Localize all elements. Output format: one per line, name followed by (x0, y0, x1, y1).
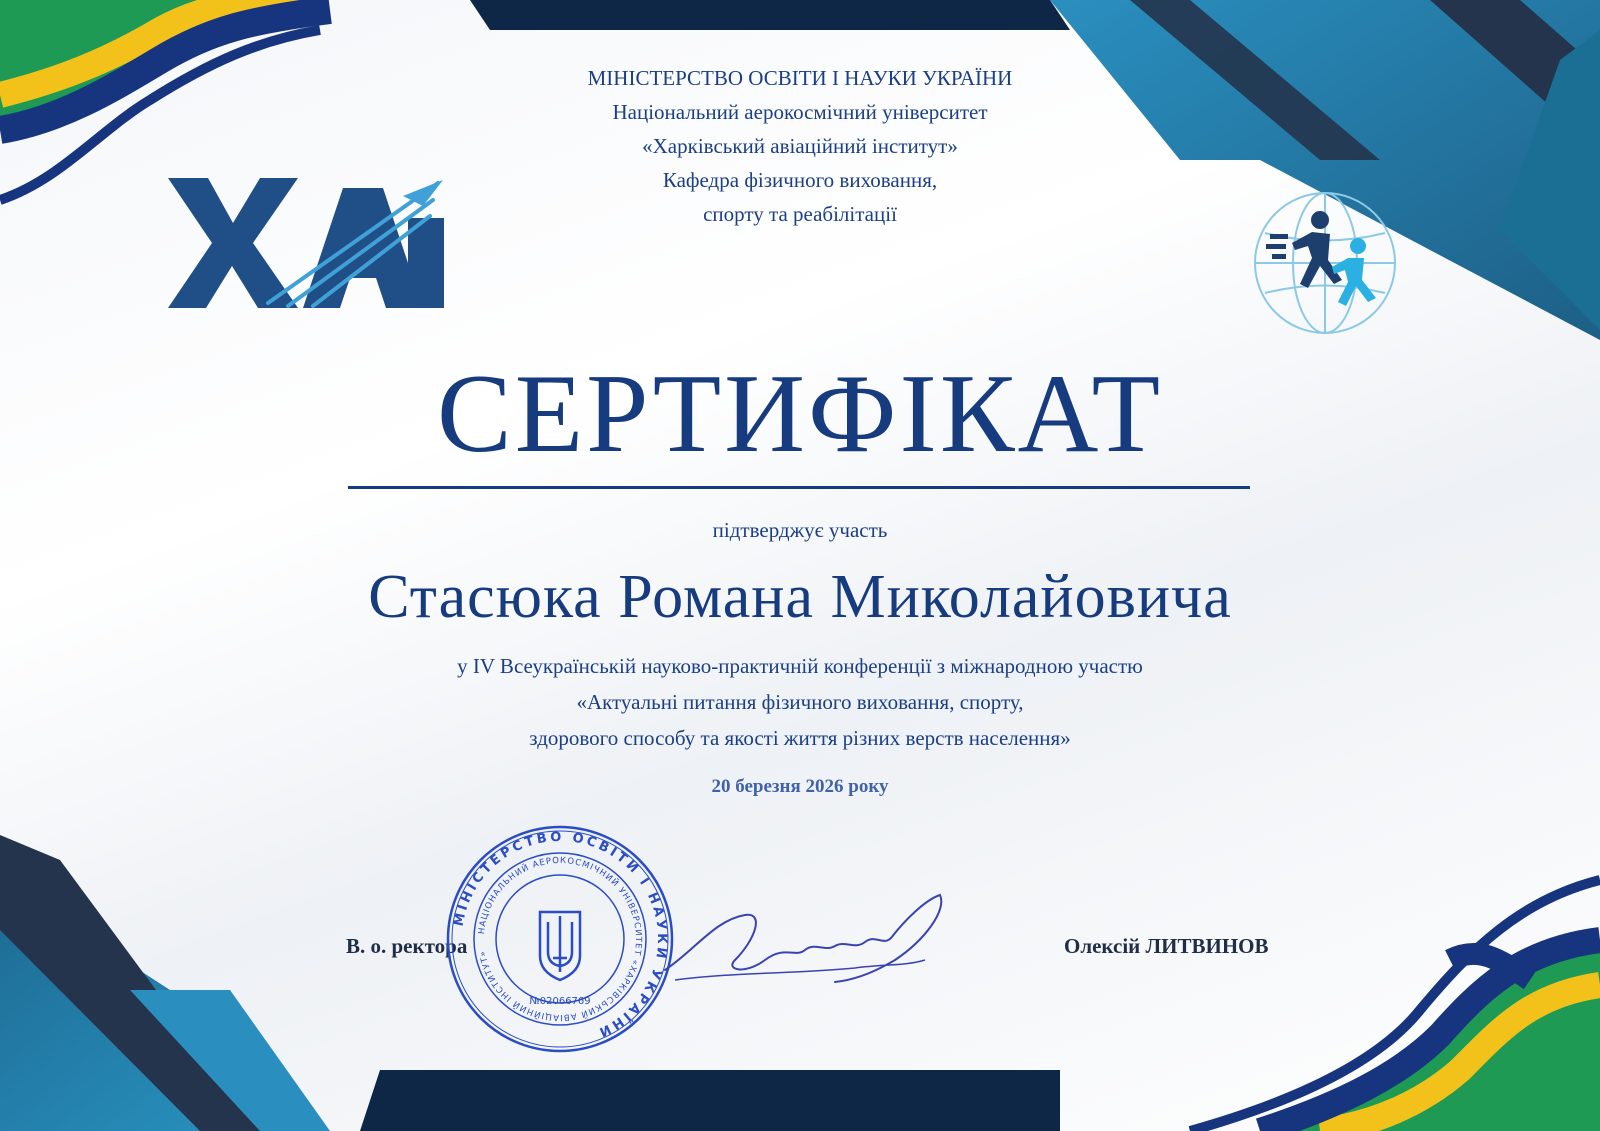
title-underline (348, 486, 1250, 489)
university-name: Національний аерокосмічний університет (612, 100, 988, 124)
handwritten-signature (655, 880, 955, 1010)
official-seal (445, 824, 675, 1054)
trident-icon (540, 912, 580, 980)
conference-line-2: «Актуальні питання фізичного виховання, спорту, (576, 690, 1024, 714)
signatory-role: В. о. ректора (346, 934, 468, 958)
seal-outer-text: МІНІСТЕРСТВО ОСВІТИ І НАУКИ УКРАЇНИ (451, 829, 670, 1041)
department-line-1: Кафедра фізичного виховання, (662, 168, 938, 192)
recipient-name: Стасюка Романа Миколайовича (368, 563, 1232, 631)
seal-inner-text: НАЦІОНАЛЬНИЙ АЕРОКОСМІЧНИЙ УНІВЕРСИТЕТ «ХАРКІВСЬКИЙ АВІАЦІЙНИЙ ІНСТИТУТ» (477, 855, 644, 1023)
seal-code: №02066769 (529, 996, 591, 1007)
department-line-2: спорту та реабілітації (703, 202, 897, 226)
signatory-name: Олексій ЛИТВИНОВ (1064, 934, 1269, 958)
conference-line-1: у IV Всеукраїнській науково-практичній конференції з міжнародною участю (457, 654, 1143, 678)
ministry-name: МІНІСТЕРСТВО ОСВІТИ І НАУКИ УКРАЇНИ (587, 66, 1013, 90)
conference-line-3: здорового способу та якості життя різних верств населення» (529, 726, 1071, 750)
confirms-participation: підтверджує участь (712, 518, 888, 542)
certificate-title: СЕРТИФІКАТ (436, 352, 1163, 476)
institute-name: «Харківський авіаційний інститут» (642, 134, 958, 158)
conference-date: 20 березня 2026 року (711, 776, 889, 797)
